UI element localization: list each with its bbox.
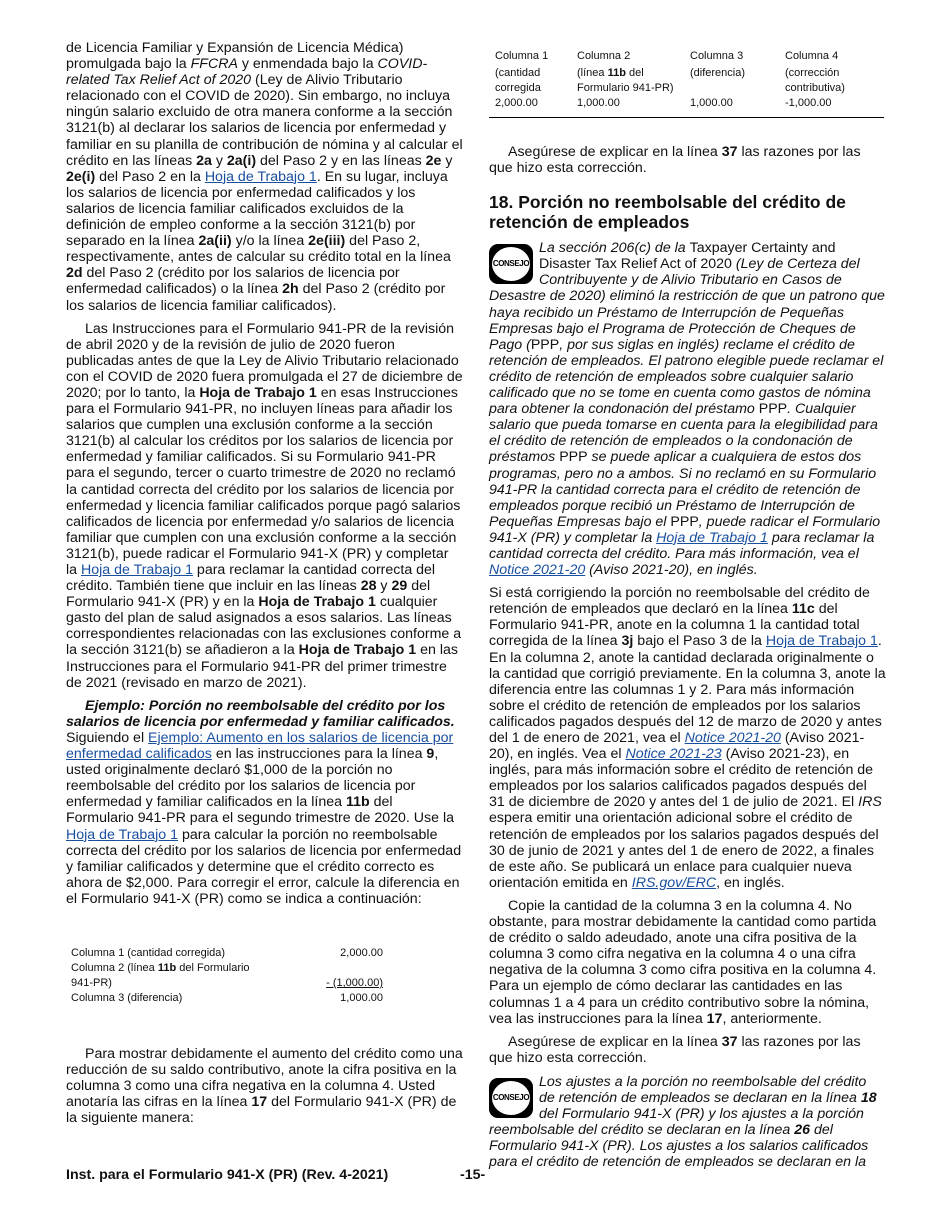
paragraph-explain-line-37: Asegúrese de explicar en la línea 37 las razones por las que hizo esta corrección. bbox=[489, 144, 861, 177]
table-row: Columna 3 (diferencia) 1,000.00 bbox=[71, 991, 383, 1004]
section-heading: 18. Porción no reembolsable del crédito de retención de empleados bbox=[489, 192, 846, 233]
worksheet-1-link[interactable]: Hoja de Trabajo 1 bbox=[80, 562, 193, 578]
notice-2021-23-link[interactable]: Notice 2021-23 bbox=[625, 746, 722, 763]
example-sick-leave-link[interactable]: Ejemplo: Aumento en los salarios de licencia por enfermedad calificados bbox=[66, 729, 454, 763]
paragraph-explain-line-37: Asegúrese de explicar en la línea 37 las razones por las que hizo esta corrección. bbox=[489, 1033, 861, 1066]
tip-icon: CONSEJO bbox=[489, 244, 533, 284]
paragraph-show-increase: Para mostrar debidamente el aumento del crédito como una reducción de su saldo contributivo, anote la cifra positiva en la columna 3 como una cifra negativa en la columna 4. Usted anotaría las cifras en la línea 17 del Formulario 941-X (PR) de la siguiente manera: bbox=[66, 1045, 463, 1127]
paragraph-instructions-revision: Las Instrucciones para el Formulario 941-PR de la revisión de abril 2020 y de la revisión de julio de 2020 fueron publicadas antes de que la Ley de Alivio Tributario relacionado con el COVID de 2020 fuera promulgada el 27 de diciembre de 2020; por lo tanto, la Hoja de Trabajo 1 en esas Instrucciones para el Formulario 941-PR, no incluyen líneas para añadir los salarios que cumplen una exclusión conforme a la sección 3121(b) al calcular los créditos por los salarios de licencia por enfermedad y familiar calificados. Si su Formulario 941-PR para el segundo, tercer o cuarto trimestre de 2020 no reclamó la cantidad correcta del crédito por los salarios de licencia por enfermedad y licencia familiar calificados porque pagó salarios calificados de licencia por enfermedad y/o salarios de licencia familiar que cumplen con una exclusión conforme a la sección 3121(b), puede radicar el Formulario 941-X (PR) y completar la Hoja de Trabajo 1 para reclamar la cantidad correcta del crédito. También tiene que incluir en las líneas 28 y 29 del Formulario 941-X (PR) y en la Hoja de Trabajo 1 cualquier gasto del plan de salud asignados a esos salarios. Las líneas correspondientes relacionadas con las exclusiones conforme a la sección 3121(b) se añadieron a la Hoja de Trabajo 1 en las Instrucciones para el Formulario 941-PR del primer trimestre de 2021 (revisado en marzo de 2021). bbox=[66, 320, 463, 691]
worksheet-1-link[interactable]: Hoja de Trabajo 1 bbox=[66, 826, 178, 843]
left-column bbox=[66, 40, 463, 1126]
worksheet-1-link[interactable]: Hoja de Trabajo 1 bbox=[656, 529, 768, 546]
difference-calculation-table bbox=[71, 946, 383, 1006]
table-row: Columna 1 (cantidad corregida) 2,000.00 bbox=[71, 946, 383, 959]
irs-erc-link[interactable]: IRS.gov/ERC bbox=[631, 874, 717, 891]
column-correction-table: Columna 1 Columna 2 Columna 3 Columna 4 (cantidad corregida (línea 11b del Formulario 941-PR) (diferencia) (corrección contributiva) 2,000.00 1,000.00 1,000.00 -1,000.00 bbox=[495, 50, 845, 109]
divider bbox=[489, 117, 884, 118]
tip-block bbox=[489, 240, 886, 578]
paragraph-copy-column-3: Copie la cantidad de la columna 3 en la columna 4. No obstante, para mostrar debidamente la cantidad como partida de crédito o saldo adeudado, anote una cifra positiva de la columna 3 como cifra negativa en la columna 4 o una cifra negativa de la columna 3 como cifra positiva en la columna 4. Para un ejemplo de cómo declarar las cantidades en las columnas 1 a 4 para un crédito contributivo sobre la nómina, vea las instrucciones para la línea 17, anteriormente. bbox=[489, 897, 877, 1027]
tip-block bbox=[489, 1074, 886, 1171]
notice-2021-20-link[interactable]: Notice 2021-20 bbox=[489, 562, 586, 579]
worksheet-1-link[interactable]: Hoja de Trabajo 1 bbox=[204, 168, 317, 185]
tip-text: La sección 206(c) de la Taxpayer Certainty and Disaster Tax Relief Act of 2020 (Ley de Certeza del Contribuyente y de Alivio Tributario en Casos de Desastre de 2020) eliminó la restricción de que un patrono que haya recibido un Préstamo de Interrupción de Pequeñas Empresas bajo el Programa de Protección de Cheques de Pago (PPP, por sus siglas en inglés) reclame el crédito de retención de empleados. El patrono elegible puede reclamar el crédito de retención de empleados sobre cualquier salario calificado que no se tome en cuenta como gastos de nómina para obtener la condonación del préstamo PPP. Cualquier salario que pueda tomarse en cuenta para la elegibilidad para el crédito de retención de empleados o la condonación de préstamos PPP se puede aplicar a cualquiera de estos dos programas, pero no a ambos. Si no reclamó en su Formulario 941-PR la cantidad correcta para el crédito de retención de empleados porque recibió un Préstamo de Interrupción de Pequeñas Empresas bajo el PPP, puede radicar el Formulario 941-X (PR) y completar la Hoja de Trabajo 1 para reclamar la cantidad correcta del crédito. Para más información, vea el Notice 2021-20 (Aviso 2021-20), en inglés. bbox=[489, 240, 885, 579]
notice-2021-20-link[interactable]: Notice 2021-20 bbox=[684, 730, 781, 746]
right-column bbox=[489, 49, 886, 1170]
form-title: Inst. para el Formulario 941-X (PR) (Rev. 4-2021) bbox=[66, 1167, 389, 1183]
paragraph-correcting-credit: Si está corrigiendo la porción no reembolsable del crédito de retención de empleados que declaró en la línea 11c del Formulario 941-PR, anote en la columna 1 la cantidad total corregida de la línea 3j bajo el Paso 3 de la Hoja de Trabajo 1. En la columna 2, anote la cantidad declarada originalmente o la cantidad que corrigió previamente. En la columna 3, anote la diferencia entre las columnas 1 y 2. Para más información sobre el crédito de retención de empleados por los salarios calificados pagados después del 12 de marzo de 2020 y antes del 1 de enero de 2021, vea el Notice 2021-20 (Aviso 2021-20), en inglés. Vea el Notice 2021-23 (Aviso 2021-23), en inglés, para más información sobre el crédito de retención de empleados por los salarios calificados pagados después del 31 de diciembre de 2020 y antes del 1 de julio de 2021. El IRS espera emitir una orientación adicional sobre el crédito de retención de empleados por los salarios pagados después del 30 de junio de 2021 y antes del 1 de enero de 2022, a finales de este año. Se publicará un enlace para cualquier nueva orientación emitida en IRS.gov/ERC, en inglés. bbox=[489, 585, 886, 891]
page-number: -15- bbox=[460, 1167, 486, 1183]
tip-text: Los ajustes a la porción no reembolsable del crédito de retención de empleados se declaran en la línea 18 del Formulario 941-X (PR) y los ajustes a la porción reembolsable del crédito se declaran en la línea 26 del Formulario 941-X (PR). Los ajustes a los salarios calificados para el crédito de retención de empleados se declaran en la bbox=[489, 1073, 877, 1171]
paragraph-sick-family-leave-exclusion: de Licencia Familiar y Expansión de Licencia Médica) promulgada bajo la FFCRA y enmendada bajo la COVID-related Tax Relief Act of 2020 (Ley de Alivio Tributario relacionado con el COVID de 2020). Sin embargo, no incluya ningún salario excluido de otra manera conforme a la sección 3121(b) al declarar los salarios de licencia por enfermedad y familiar en su planilla de contribución de nómina y al calcular el crédito en las líneas 2a y 2a(i) del Paso 2 y en las líneas 2e y 2e(i) del Paso 2 en la Hoja de Trabajo 1. En su lugar, incluya los salarios de licencia por enfermedad calificados y los salarios de licencia familiar calificados excluidos de la definición de empleo conforme a la sección 3121(b) por separado en la línea 2a(ii) y/o la línea 2e(iii) del Paso 2, respectivamente, antes de calcular su crédito total en la línea 2d del Paso 2 (crédito por los salarios de licencia por enfermedad calificados) o la línea 2h del Paso 2 (crédito por los salarios de licencia familiar calificados). bbox=[66, 40, 463, 314]
worksheet-1-link[interactable]: Hoja de Trabajo 1 bbox=[765, 633, 878, 650]
paragraph-example: Ejemplo: Porción no reembolsable del crédito por los salarios de licencia por enfermedad y familiar calificados. Siguiendo el Ejemplo: Aumento en los salarios de licencia por enfermedad calificados en las instrucciones para la línea 9, usted originalmente declaró $1,000 de la porción no reembolsable del crédito por los salarios de licencia por enfermedad y familiar calificados en la línea 11b del Formulario 941-PR para el segundo trimestre de 2020. Use la Hoja de Trabajo 1 para calcular la porción no reembolsable correcta del crédito por los salarios de licencia por enfermedad y familiar calificados y determine que el crédito correcto es ahora de $2,000. Para corregir el error, calcule la diferencia en el Formulario 941-X (PR) como se indica a continuación: bbox=[66, 697, 462, 907]
table-row: Columna 2 (línea 11b del Formulario bbox=[71, 961, 250, 974]
tip-icon: CONSEJO bbox=[489, 1078, 533, 1118]
table-row: 941-PR) - (1,000.00) bbox=[71, 976, 383, 989]
